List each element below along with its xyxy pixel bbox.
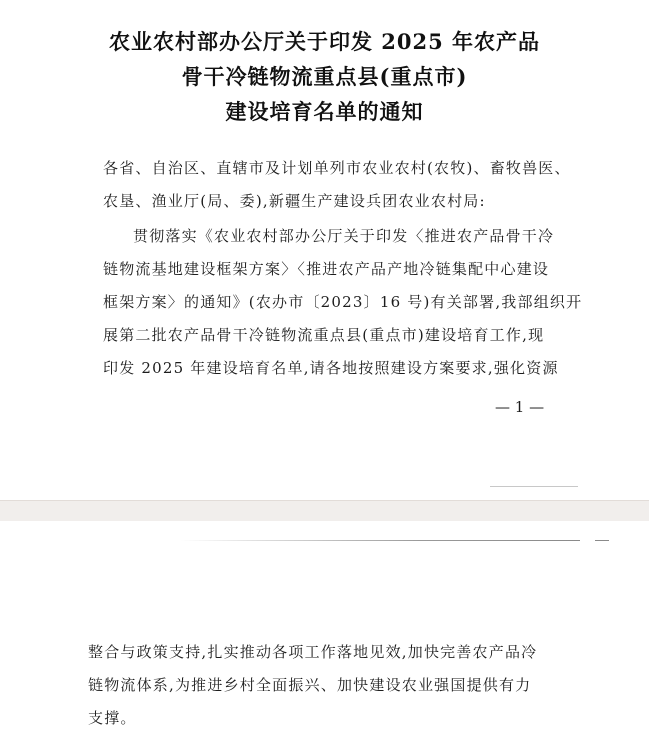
- document-page-2: [0, 521, 649, 736]
- page-number: — 1 —: [495, 398, 545, 416]
- page-top-rule-tail: [595, 540, 609, 541]
- document-title-line-1: 农业农村部办公厅关于印发 2025 年农产品: [108, 29, 541, 54]
- body-line-3: 框架方案〉的通知》(农办市〔2023〕16 号)有关部署,我部组织开: [103, 293, 583, 311]
- page-bottom-rule: [490, 486, 578, 487]
- body-continued-line-2: 链物流体系,为推进乡村全面振兴、加快建设农业强国提供有力: [88, 676, 532, 694]
- body-continued-line-3: 支撑。: [88, 709, 137, 727]
- page-separator: [0, 500, 649, 522]
- document-title-line-2: 骨干冷链物流重点县(重点市): [181, 64, 468, 89]
- body-line-1: 贯彻落实《农业农村部办公厅关于印发〈推进农产品骨干冷: [133, 227, 555, 245]
- body-line-2: 链物流基地建设框架方案〉〈推进农产品产地冷链集配中心建设: [103, 260, 550, 278]
- addressee-line-1: 各省、自治区、直辖市及计划单列市农业农村(农牧)、畜牧兽医、: [103, 159, 571, 177]
- document-title-line-3: 建设培育名单的通知: [225, 99, 424, 124]
- body-line-4: 展第二批农产品骨干冷链物流重点县(重点市)建设培育工作,现: [103, 326, 545, 344]
- addressee-line-2: 农垦、渔业厅(局、委),新疆生产建设兵团农业农村局:: [103, 192, 486, 210]
- page-top-rule: [180, 540, 580, 541]
- body-line-5: 印发 2025 年建设培育名单,请各地按照建设方案要求,强化资源: [103, 359, 559, 377]
- body-continued-line-1: 整合与政策支持,扎实推动各项工作落地见效,加快完善农产品冷: [88, 643, 538, 661]
